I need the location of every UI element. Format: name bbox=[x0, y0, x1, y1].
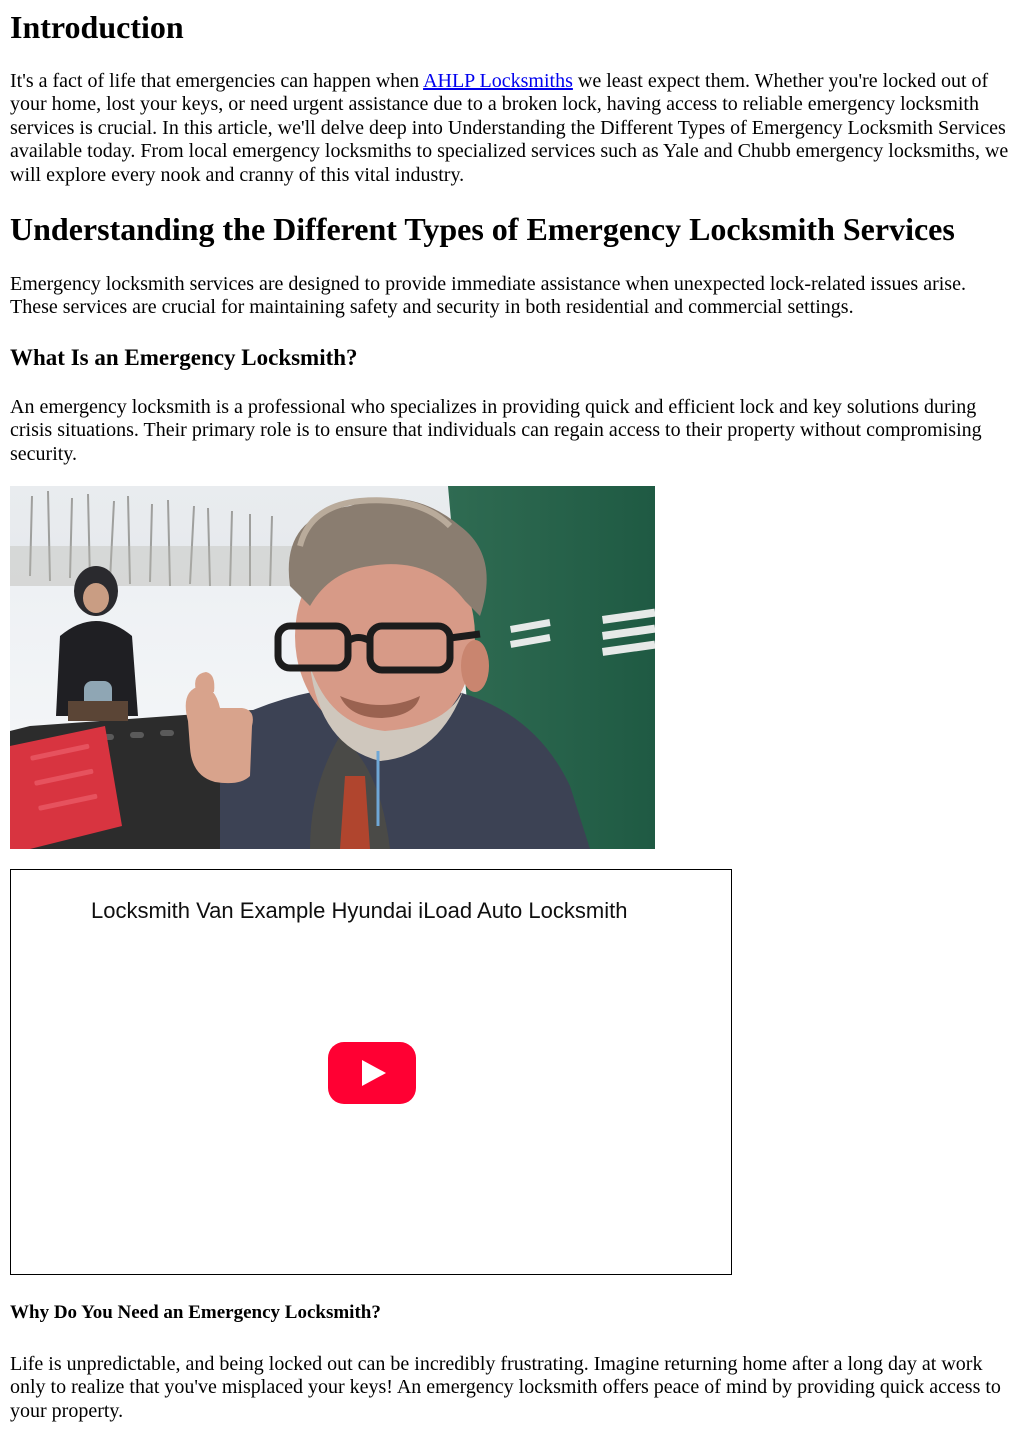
what-paragraph: An emergency locksmith is a professional who specializes in providing quick and efficient lock and key solutions during crisis situations. Their primary role is to ensure that individuals can regain access to their property without compromising security. bbox=[10, 396, 982, 465]
why-heading: Why Do You Need an Emergency Locksmith? bbox=[10, 1302, 381, 1323]
ahlp-locksmiths-link[interactable]: AHLP Locksmiths bbox=[423, 70, 573, 92]
intro-text-before-link: It's a fact of life that emergencies can happen when bbox=[10, 70, 424, 92]
intro-text-after-link: we least expect them. Whether you're locked out of your home, lost your keys, or need urgent assistance due to a broken lock, having access to reliable emergency locksmith services is crucial. In this article, we'll delve deep into Understanding the Different Types of Emergency Locksmith Services available today. From local emergency locksmiths to specialized services such as Yale and Chubb emergency locksmiths, we will explore every nook and cranny of this vital industry. bbox=[10, 70, 1009, 186]
types-paragraph: Emergency locksmith services are designed to provide immediate assistance when unexpected lock-related issues arise. These services are crucial for maintaining safety and security in both residential and commercial settings. bbox=[10, 273, 966, 319]
intro-paragraph bbox=[10, 70, 1016, 187]
play-icon[interactable] bbox=[328, 1042, 416, 1104]
why-paragraph: Life is unpredictable, and being locked out can be incredibly frustrating. Imagine returning home after a long day at work only to realize that you've misplaced your keys! An emergency locksmith offers peace of mind by providing quick access to your property. bbox=[10, 1353, 1001, 1422]
types-heading: Understanding the Different Types of Emergency Locksmith Services bbox=[10, 211, 955, 247]
video-embed[interactable] bbox=[10, 869, 732, 1275]
intro-heading: Introduction bbox=[10, 9, 184, 45]
video-title[interactable]: Locksmith Van Example Hyundai iLoad Auto Locksmith bbox=[91, 898, 628, 923]
what-heading: What Is an Emergency Locksmith? bbox=[10, 345, 358, 370]
locksmith-photo bbox=[10, 486, 655, 849]
